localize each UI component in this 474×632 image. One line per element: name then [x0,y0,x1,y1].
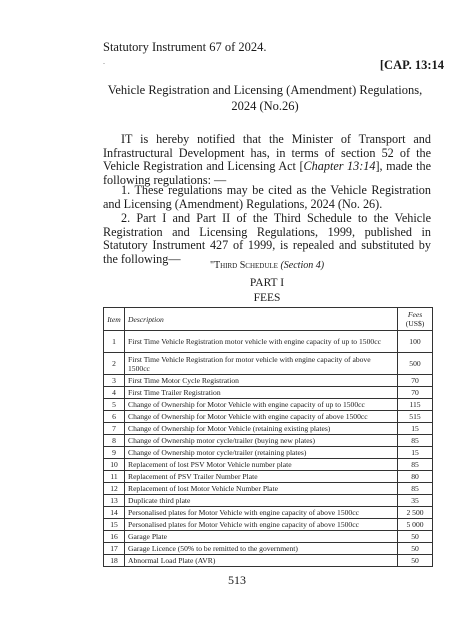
row-description: First Time Vehicle Registration motor vehicle with engine capacity of up to 1500cc [125,331,398,353]
row-fee: 85 [398,435,433,447]
row-description: Change of Ownership for Motor Vehicle with engine capacity of above 1500cc [125,411,398,423]
row-item-number: 11 [104,471,125,483]
row-fee: 35 [398,495,433,507]
regulation-title [95,82,435,114]
schedule-heading [103,260,431,271]
row-fee: 2 500 [398,507,433,519]
notice-text-b: ], made the following regulations: — [103,159,432,187]
row-item-number: 9 [104,447,125,459]
row-description: Replacement of lost PSV Motor Vehicle number plate [125,459,398,471]
table-row [104,507,433,519]
fees-heading: FEES [253,292,281,304]
row-fee: 115 [398,399,433,411]
row-fee: 50 [398,555,433,567]
row-item-number: 15 [104,519,125,531]
row-item-number: 13 [104,495,125,507]
citation-text: 1. These regulations may be cited as the Vehicle Registration and Licensing (Amendment) Regulations, 2024 (No. 26). [103,183,431,211]
row-item-number: 10 [104,459,125,471]
table-row [104,543,433,555]
table-row [104,531,433,543]
schedule-title: "Third Schedule [209,260,278,271]
row-fee: 100 [398,331,433,353]
row-item-number: 5 [104,399,125,411]
table-row [104,519,433,531]
row-fee: 85 [398,459,433,471]
row-fee: 70 [398,387,433,399]
header-fees [398,308,433,331]
row-description: Garage Plate [125,531,398,543]
notice-chapter-italic: Chapter 13:14 [303,159,376,174]
header-item: Item [104,308,125,331]
row-fee: 15 [398,423,433,435]
table-row [104,435,433,447]
table-row [104,331,433,353]
table-row [104,483,433,495]
row-item-number: 17 [104,543,125,555]
row-fee: 5 000 [398,519,433,531]
table-header-row [104,308,433,331]
row-fee: 15 [398,447,433,459]
row-item-number: 18 [104,555,125,567]
row-item-number: 1 [104,331,125,353]
header-fees-label: Fees [407,310,423,319]
row-item-number: 14 [104,507,125,519]
repeal-paragraph [103,212,431,266]
row-description: Replacement of lost Motor Vehicle Number Plate [125,483,398,495]
header-description: Description [125,308,398,331]
title-line-2: 2024 (No.26) [231,99,299,113]
table-row [104,447,433,459]
row-description: Change of Ownership for Motor Vehicle with engine capacity of up to 1500cc [125,399,398,411]
table-row [104,555,433,567]
row-fee: 70 [398,375,433,387]
instrument-number: Statutory Instrument 67 of 2024. [103,40,267,54]
repeal-text: 2. Part I and Part II of the Third Schedule to the Vehicle Registration and Licensing Regulations, 1999, published in Statutory Instrument 427 of 1999, is repealed and substituted by the following— [103,211,431,266]
table-row [104,387,433,399]
row-description: Personalised plates for Motor Vehicle with engine capacity of above 1500cc [125,519,398,531]
row-fee: 515 [398,411,433,423]
table-row [104,471,433,483]
row-item-number: 12 [104,483,125,495]
notice-paragraph [103,133,431,187]
table-row [104,353,433,375]
row-item-number: 4 [104,387,125,399]
row-fee: 85 [398,483,433,495]
header-fees-currency: (US$) [405,319,425,328]
table-row [104,375,433,387]
row-description: First Time Vehicle Registration for motor vehicle with engine capacity of above 1500cc [125,353,398,375]
citation-paragraph [103,184,431,211]
row-description: Duplicate third plate [125,495,398,507]
row-fee: 80 [398,471,433,483]
row-item-number: 2 [104,353,125,375]
chapter-reference: [CAP. 13:14 [379,58,444,72]
row-description: Abnormal Load Plate (AVR) [125,555,398,567]
row-item-number: 16 [104,531,125,543]
table-row [104,423,433,435]
row-item-number: 7 [104,423,125,435]
part-heading: PART I [249,277,285,289]
row-item-number: 8 [104,435,125,447]
notice-text-a: IT is hereby notified that the Minister of Transport and Infrastructural Development has, in terms of section 52 of the Vehicle Registration and Licensing Act [ [103,132,431,174]
row-description: First Time Trailer Registration [125,387,398,399]
row-description: Change of Ownership for Motor Vehicle (retaining existing plates) [125,423,398,435]
row-description: Change of Ownership motor cycle/trailer (buying new plates) [125,435,398,447]
row-fee: 50 [398,531,433,543]
row-description: Garage Licence (50% to be remitted to the government) [125,543,398,555]
page-number: 513 [228,573,246,587]
row-description: Replacement of PSV Trailer Number Plate [125,471,398,483]
row-item-number: 3 [104,375,125,387]
row-fee: 50 [398,543,433,555]
row-description: First Time Motor Cycle Registration [125,375,398,387]
title-line-1: Vehicle Registration and Licensing (Amendment) Regulations, [107,83,423,97]
row-description: Change of Ownership motor cycle/trailer (retaining plates) [125,447,398,459]
table-row [104,399,433,411]
table-row [104,459,433,471]
row-item-number: 6 [104,411,125,423]
table-row [104,411,433,423]
stray-mark: . [103,57,105,66]
schedule-section-ref: (Section 4) [280,260,325,271]
row-description: Personalised plates for Motor Vehicle with engine capacity of above 1500cc [125,507,398,519]
table-row [104,495,433,507]
row-fee: 500 [398,353,433,375]
fees-table [103,307,433,567]
